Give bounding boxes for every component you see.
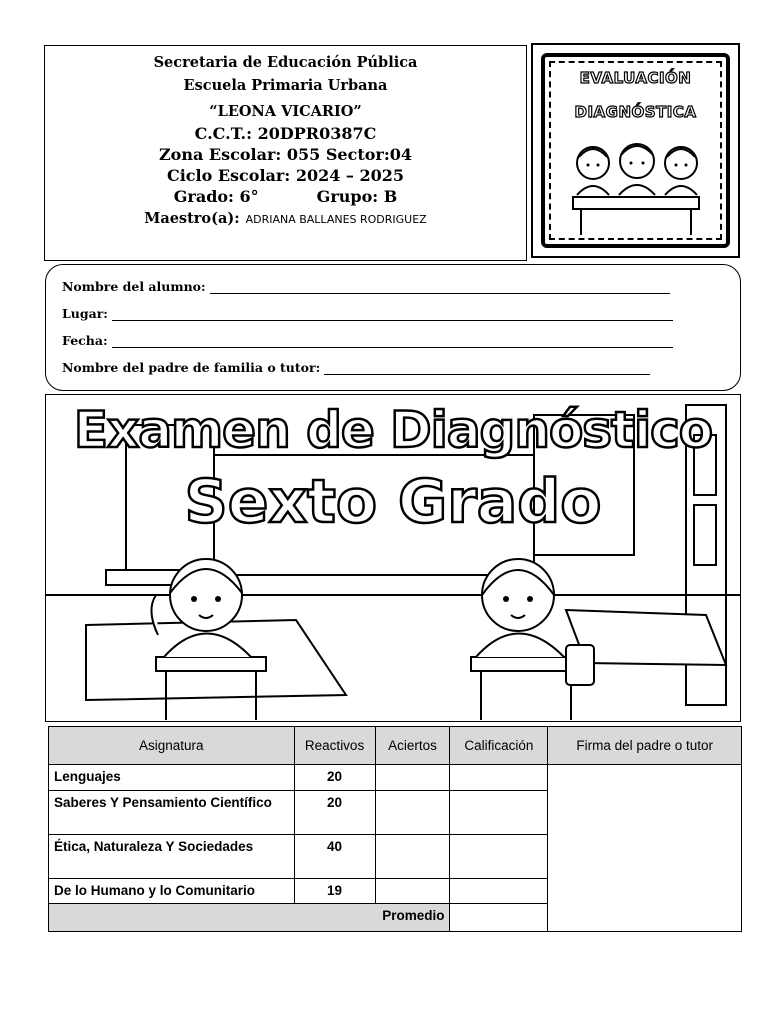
tutor-field[interactable]	[324, 363, 650, 375]
col-items: Reactivos	[294, 727, 375, 765]
banner-title: Examen de Diagnóstico	[73, 401, 713, 459]
grade-cell[interactable]	[450, 835, 548, 879]
subject-cell: De lo Humano y lo Comunitario	[49, 879, 295, 904]
kids-at-desk-illustration	[533, 45, 742, 260]
tutor-row	[62, 360, 650, 375]
grupo: Grupo: B	[316, 187, 398, 206]
zona-escolar: Zona Escolar: 055 Sector:04	[159, 145, 412, 164]
average-value-cell[interactable]	[450, 904, 548, 932]
evaluation-stamp	[531, 43, 740, 258]
classroom-cover-illustration	[45, 394, 741, 722]
signature-cell[interactable]	[548, 765, 742, 932]
cct-label: C.C.T.:	[194, 124, 253, 143]
teacher-row	[45, 207, 526, 231]
items-cell: 20	[294, 791, 375, 835]
table-row	[49, 765, 742, 791]
items-cell: 19	[294, 879, 375, 904]
grado: Grado: 6°	[173, 187, 259, 206]
student-name-field[interactable]	[210, 282, 670, 294]
grade-cell[interactable]	[450, 765, 548, 791]
grades-table	[48, 726, 742, 932]
average-label: Promedio	[49, 904, 450, 932]
subject-cell: Ética, Naturaleza Y Sociedades	[49, 835, 295, 879]
col-grade: Calificación	[450, 727, 548, 765]
items-cell: 40	[294, 835, 375, 879]
items-cell: 20	[294, 765, 375, 791]
correct-cell[interactable]	[375, 791, 450, 835]
table-header-row	[49, 727, 742, 765]
maestro-name: ADRIANA BALLANES RODRIGUEZ	[245, 213, 427, 226]
maestro-label: Maestro(a):	[144, 210, 240, 227]
correct-cell[interactable]	[375, 765, 450, 791]
subject-cell: Saberes Y Pensamiento Científico	[49, 791, 295, 835]
col-correct: Aciertos	[375, 727, 450, 765]
cct-row	[45, 123, 526, 144]
student-name-label: Nombre del alumno:	[62, 279, 206, 294]
place-field[interactable]	[112, 309, 673, 321]
school-header	[44, 45, 527, 261]
correct-cell[interactable]	[375, 879, 450, 904]
grade-group-row	[45, 186, 526, 207]
date-row	[62, 333, 673, 348]
header-line-sep: Secretaria de Educación Pública	[153, 54, 418, 71]
date-label: Fecha:	[62, 333, 108, 348]
grade-cell[interactable]	[450, 879, 548, 904]
subject-cell: Lenguajes	[49, 765, 295, 791]
place-row	[62, 306, 673, 321]
cct-value: 20DPR0387C	[257, 124, 377, 143]
student-info-box	[45, 264, 741, 391]
col-signature: Firma del padre o tutor	[548, 727, 742, 765]
stamp-title-line1: EVALUACIÓN	[579, 69, 692, 87]
stamp-title-line2: DIAGNÓSTICA	[574, 103, 697, 121]
header-line-school-type: Escuela Primaria Urbana	[183, 77, 388, 94]
student-name-row	[62, 279, 670, 294]
tutor-label: Nombre del padre de familia o tutor:	[62, 360, 321, 375]
school-name: “LEONA VICARIO”	[209, 103, 362, 120]
place-label: Lugar:	[62, 306, 108, 321]
correct-cell[interactable]	[375, 835, 450, 879]
ciclo-escolar: Ciclo Escolar: 2024 – 2025	[166, 166, 405, 185]
date-field[interactable]	[112, 336, 673, 348]
banner-subtitle: Sexto Grado	[184, 467, 602, 537]
col-subject: Asignatura	[49, 727, 295, 765]
grade-cell[interactable]	[450, 791, 548, 835]
